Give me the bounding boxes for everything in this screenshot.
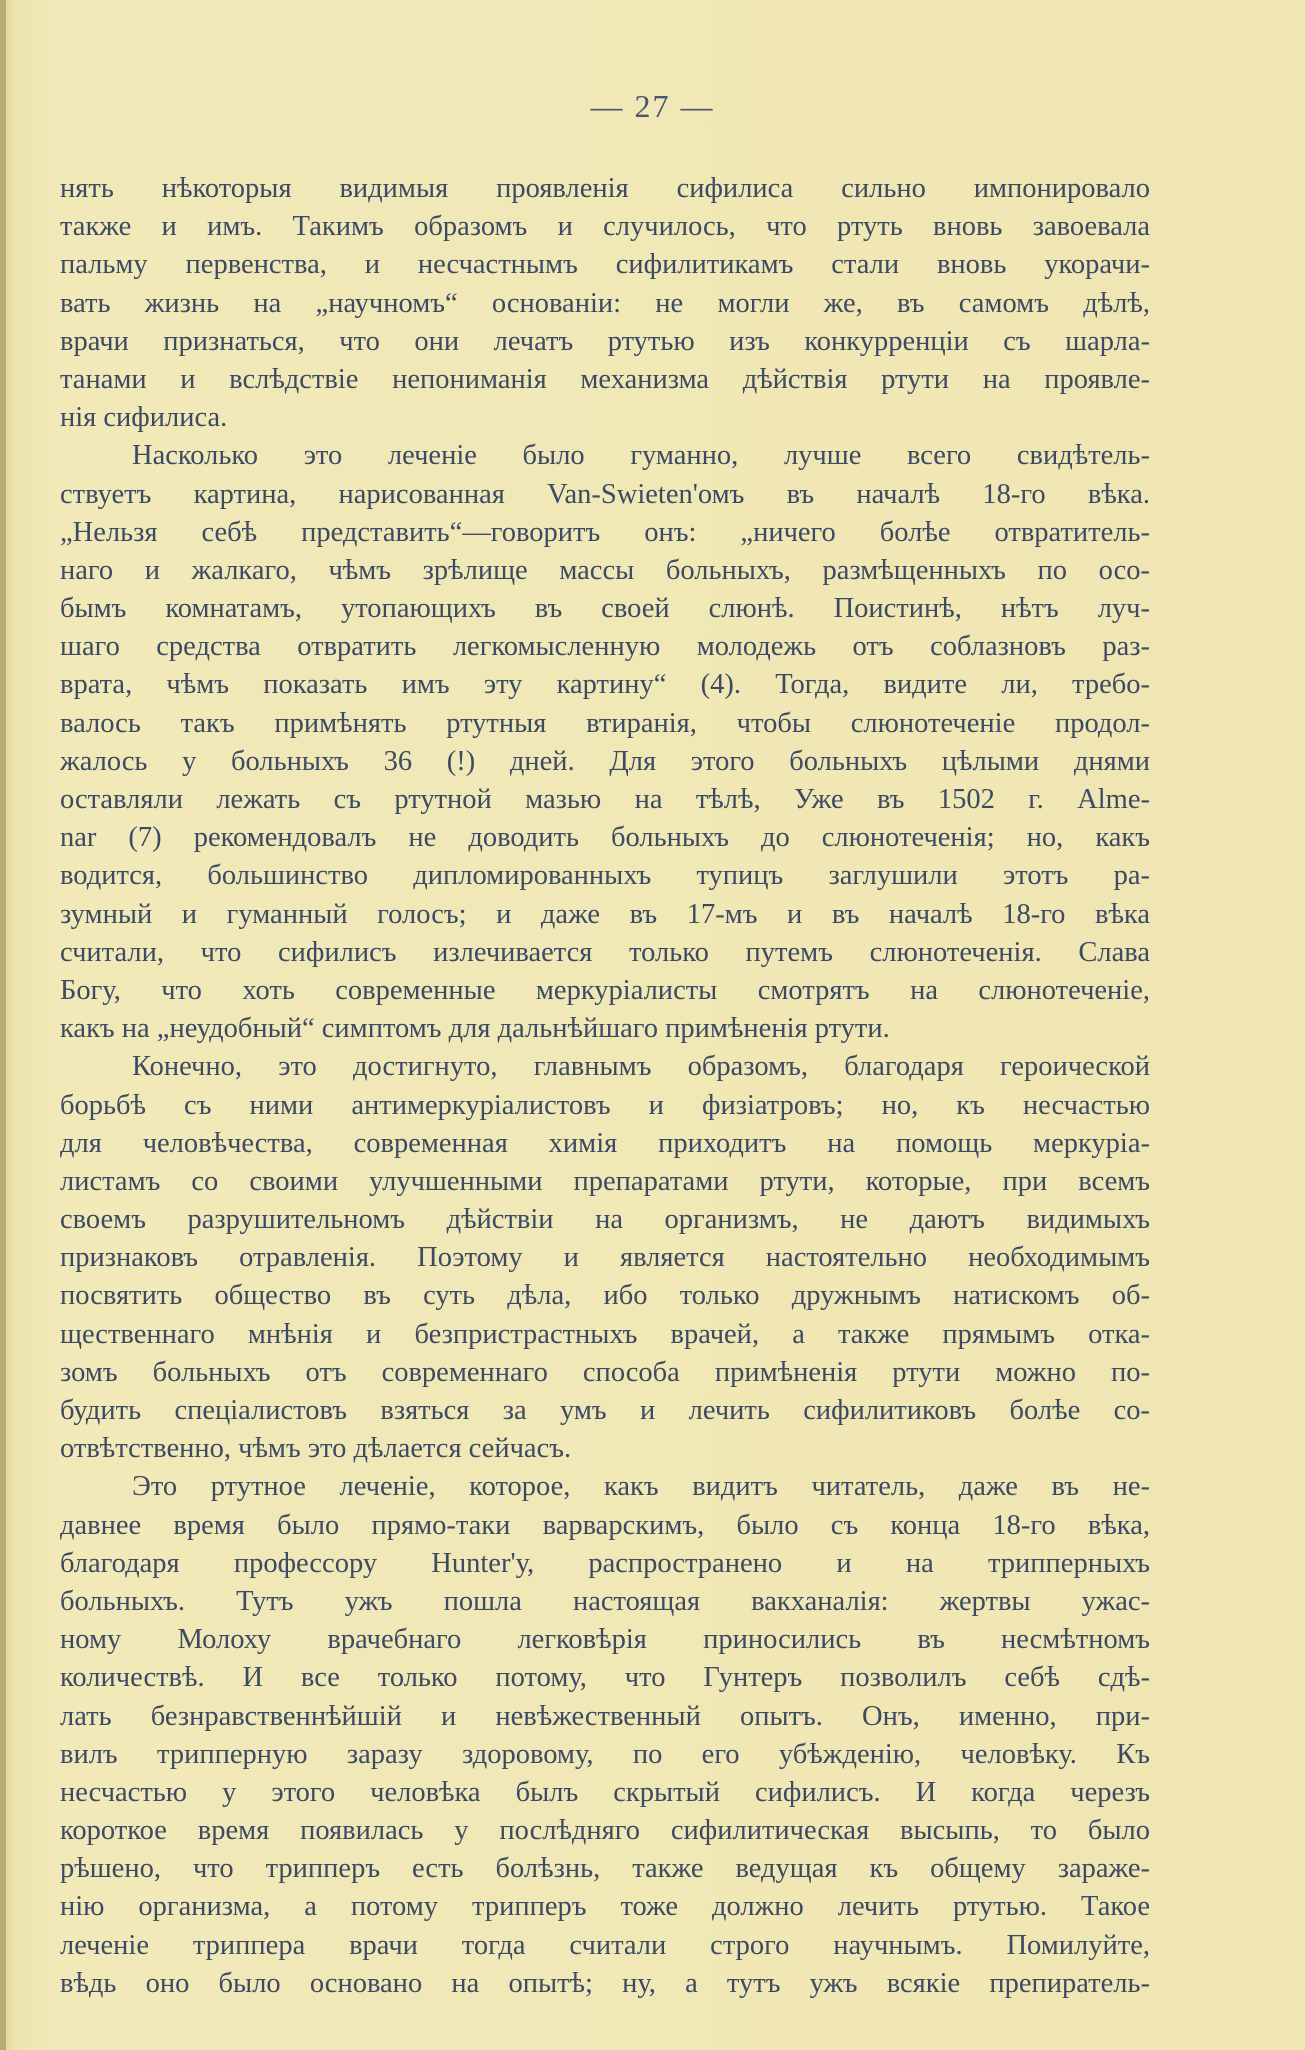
text-line: врачи признаться, что они лечатъ ртутью изъ конкурренціи съ шарла- (60, 325, 1150, 357)
text-line: Богу, что хоть современные меркуріалисты смотрятъ на слюнотеченіе, (60, 974, 1150, 1006)
text-line: посвятить общество въ суть дѣла, ибо только дружнымъ натискомъ об- (60, 1280, 1150, 1312)
text-line: водится, большинство дипломированныхъ тупицъ заглушили этотъ ра- (60, 860, 1150, 892)
text-line: валось такъ примѣнять ртутныя втиранія, чтобы слюнотеченіе продол- (60, 707, 1150, 739)
text-line: какъ на „неудобный“ симптомъ для дальнѣйшаго примѣненія ртути. (60, 1013, 890, 1045)
text-line: своемъ разрушительномъ дѣйствіи на организмъ, не даютъ видимыхъ (60, 1204, 1150, 1236)
text-line: нію организма, а потому трипперъ тоже должно лечить ртутью. Такое (60, 1891, 1150, 1923)
text-line: количествѣ. И все только потому, что Гунтеръ позволилъ себѣ сдѣ- (60, 1662, 1150, 1694)
text-line: короткое время появилась у послѣдняго сифилитическая высыпь, то было (60, 1815, 1150, 1847)
text-line: борьбѣ съ ними антимеркуріалистовъ и физіатровъ; но, къ несчастью (60, 1089, 1150, 1121)
text-line: оставляли лежать съ ртутной мазью на тѣлѣ, Уже въ 1502 г. Alme- (60, 784, 1150, 815)
text-line: зумный и гуманный голосъ; и даже въ 17-мъ и въ началѣ 18-го вѣка (60, 898, 1150, 930)
text-line: благодаря профессору Hunter'у, распространено и на трипперныхъ (60, 1547, 1150, 1579)
text-line: Насколько это леченіе было гуманно, лучше всего свидѣтель- (132, 440, 1150, 472)
body-text (60, 170, 1150, 2003)
text-line: nar (7) рекомендовалъ не доводить больныхъ до слюнотеченія; но, какъ (60, 822, 1150, 854)
text-line: леченіе триппера врачи тогда считали строго научнымъ. Помилуйте, (60, 1929, 1150, 1961)
text-line: Конечно, это достигнуто, главнымъ образомъ, благодаря героической (132, 1051, 1150, 1083)
text-line: Это ртутное леченіе, которое, какъ видитъ читатель, даже въ не- (132, 1471, 1150, 1503)
text-line: листамъ со своими улучшенными препаратами ртути, которые, при всемъ (60, 1165, 1150, 1197)
text-line: нія сифилиса. (60, 402, 228, 434)
text-line: вилъ трипперную заразу здоровому, по его убѣжденію, человѣку. Къ (60, 1738, 1150, 1770)
text-line: ному Молоху врачебнаго легковѣрія приносились въ несмѣтномъ (60, 1624, 1150, 1656)
text-line: пальму первенства, и несчастнымъ сифилитикамъ стали вновь укорачи- (60, 249, 1150, 281)
text-line: зомъ больныхъ отъ современнаго способа примѣненія ртути можно по- (60, 1356, 1150, 1388)
text-line: щественнаго мнѣнія и безпристрастныхъ врачей, а также прямымъ отка- (60, 1318, 1150, 1350)
page-number: — 27 — (590, 88, 715, 124)
text-line: вѣдь оно было основано на опытѣ; ну, а тутъ ужъ всякіе препиратель- (60, 1967, 1150, 1999)
text-line: врата, чѣмъ показать имъ эту картину“ (4). Тогда, видите ли, требо- (60, 669, 1150, 701)
text-line: наго и жалкаго, чѣмъ зрѣлище массы больныхъ, размѣщенныхъ по осо- (60, 554, 1150, 586)
page-binding-edge (0, 0, 6, 2050)
text-line: несчастью у этого человѣка былъ скрытый сифилисъ. И когда черезъ (60, 1776, 1150, 1808)
text-line: шаго средства отвратить легкомысленную молодежь отъ соблазновъ раз- (60, 631, 1150, 663)
text-line: нять нѣкоторыя видимыя проявленія сифилиса сильно импонировало (60, 173, 1150, 204)
text-line: танами и вслѣдствіе непониманія механизма дѣйствія ртути на проявле- (60, 363, 1150, 395)
text-line: „Нельзя себѣ представить“—говоритъ онъ: „ничего болѣе отвратитель- (60, 516, 1150, 548)
text-line: бымъ комнатамъ, утопающихъ въ своей слюнѣ. Поистинѣ, нѣтъ луч- (60, 593, 1150, 625)
text-line: считали, что сифилисъ излечивается только путемъ слюнотеченія. Слава (60, 936, 1150, 968)
text-line: рѣшено, что трипперъ есть болѣзнь, также ведущая къ общему зараже- (60, 1853, 1150, 1885)
text-line: ствуетъ картина, нарисованная Van-Swieten'омъ въ началѣ 18-го вѣка. (60, 478, 1150, 510)
text-line: будить спеціалистовъ взяться за умъ и лечить сифилитиковъ болѣе со- (60, 1395, 1150, 1426)
text-line: больныхъ. Тутъ ужъ пошла настоящая вакханалія: жертвы ужас- (60, 1585, 1150, 1617)
text-line: жалось у больныхъ 36 (!) дней. Для этого больныхъ цѣлыми днями (60, 745, 1150, 777)
text-line: отвѣтственно, чѣмъ это дѣлается сейчасъ. (60, 1433, 572, 1465)
text-line: также и имъ. Такимъ образомъ и случилось, что ртуть вновь завоевала (60, 211, 1150, 243)
text-line: для человѣчества, современная химія приходитъ на помощь меркуріа- (60, 1127, 1150, 1159)
text-line: признаковъ отравленія. Поэтому и является настоятельно необходимымъ (60, 1242, 1150, 1274)
text-line: давнее время было прямо-таки варварскимъ, было съ конца 18-го вѣка, (60, 1509, 1150, 1541)
text-line: вать жизнь на „научномъ“ основаніи: не могли же, въ самомъ дѣлѣ, (60, 287, 1150, 319)
text-line: лать безнравственнѣйшій и невѣжественный опытъ. Онъ, именно, при- (60, 1700, 1150, 1732)
